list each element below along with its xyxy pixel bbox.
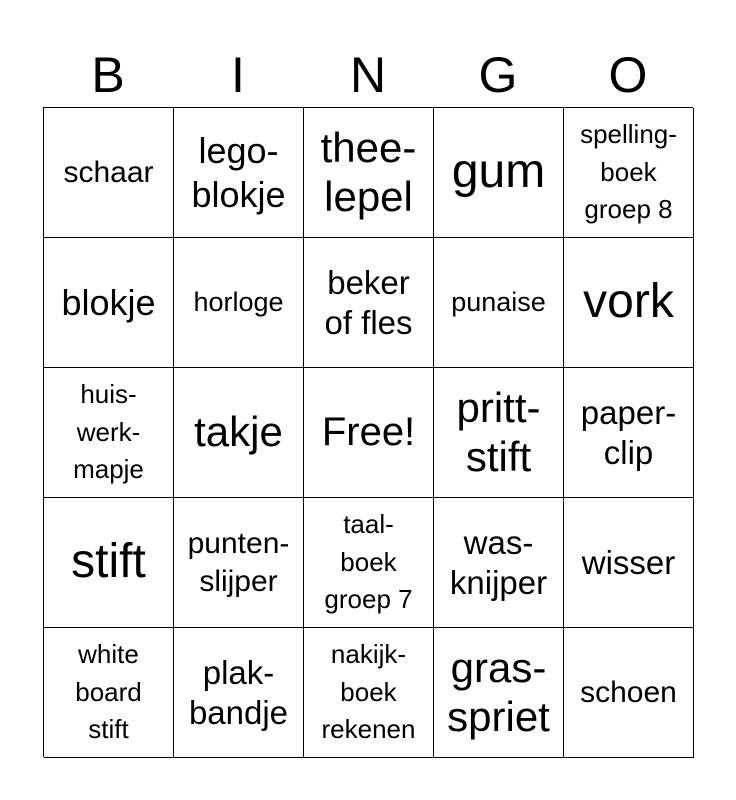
header-letter-b: B xyxy=(91,47,125,103)
bingo-cell[interactable] xyxy=(174,628,304,758)
bingo-header xyxy=(43,44,693,106)
bingo-cell[interactable] xyxy=(304,628,434,758)
bingo-cell[interactable] xyxy=(434,368,564,498)
cell-label: blokje xyxy=(61,281,156,323)
bingo-cell[interactable] xyxy=(44,628,174,758)
bingo-cell[interactable] xyxy=(174,368,304,498)
bingo-cell[interactable] xyxy=(434,628,564,758)
bingo-cell[interactable] xyxy=(304,238,434,368)
bingo-cell[interactable] xyxy=(564,498,694,628)
cell-label: gras- spriet xyxy=(447,644,550,740)
cell-label: pritt- stift xyxy=(456,384,541,480)
free-cell[interactable] xyxy=(304,368,434,498)
cell-label: punten- slijper xyxy=(187,527,290,598)
cell-label: beker of fles xyxy=(324,263,413,341)
bingo-cell[interactable] xyxy=(434,498,564,628)
cell-label: gum xyxy=(451,145,546,199)
header-letter-g: G xyxy=(478,47,518,103)
bingo-cell[interactable] xyxy=(44,498,174,628)
cell-label: schoen xyxy=(580,675,677,709)
header-letter-o: O xyxy=(608,47,648,103)
bingo-cell[interactable] xyxy=(174,108,304,238)
bingo-cell[interactable] xyxy=(304,108,434,238)
cell-label: Free! xyxy=(321,409,416,454)
cell-label: takje xyxy=(194,408,283,456)
cell-label: huis- werk- mapje xyxy=(73,378,144,485)
cell-label: stift xyxy=(71,535,146,589)
bingo-cell[interactable] xyxy=(174,238,304,368)
bingo-cell[interactable] xyxy=(304,498,434,628)
cell-label: schaar xyxy=(63,155,154,189)
cell-label: horloge xyxy=(193,286,284,317)
bingo-cell[interactable] xyxy=(44,368,174,498)
bingo-cell[interactable] xyxy=(564,108,694,238)
cell-label: vork xyxy=(583,275,674,329)
bingo-cell[interactable] xyxy=(44,108,174,238)
bingo-cell[interactable] xyxy=(44,238,174,368)
cell-label: paper- clip xyxy=(580,393,677,471)
bingo-cell[interactable] xyxy=(174,498,304,628)
cell-label: was- knijper xyxy=(449,523,548,601)
cell-label: plak- bandje xyxy=(188,653,289,731)
header-letter-n: N xyxy=(349,47,387,103)
cell-label: punaise xyxy=(451,286,546,317)
cell-label: white board stift xyxy=(75,638,142,745)
cell-label: lego- blokje xyxy=(191,130,286,215)
cell-label: nakijk- boek rekenen xyxy=(321,638,416,745)
cell-label: wisser xyxy=(581,543,676,581)
bingo-cell[interactable] xyxy=(564,368,694,498)
cell-label: thee- lepel xyxy=(320,124,417,220)
bingo-cell[interactable] xyxy=(564,238,694,368)
bingo-grid xyxy=(43,107,693,757)
header-letter-i: I xyxy=(231,47,245,103)
bingo-cell[interactable] xyxy=(434,238,564,368)
bingo-cell[interactable] xyxy=(434,108,564,238)
bingo-cell[interactable] xyxy=(564,628,694,758)
cell-label: spelling- boek groep 8 xyxy=(580,118,677,225)
cell-label: taal- boek groep 7 xyxy=(324,508,413,615)
